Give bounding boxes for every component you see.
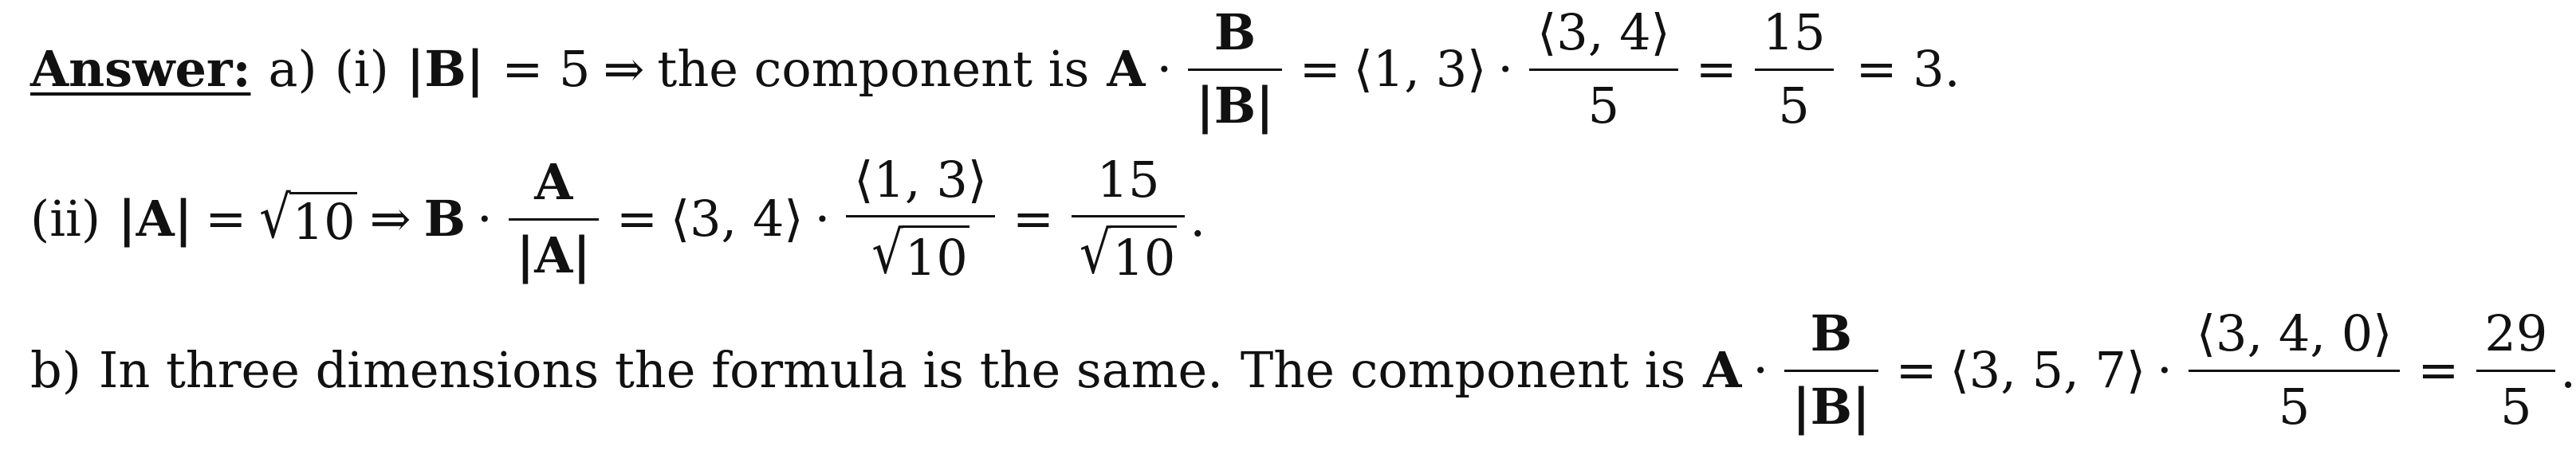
implies-arrow: ⇒ <box>603 40 645 98</box>
fraction-denominator: 5 <box>2278 377 2311 436</box>
equals-sign: = <box>1695 40 1737 98</box>
fraction-denominator: 5 <box>2500 377 2532 436</box>
equals-sign: = <box>1299 40 1341 98</box>
dot-operator: · <box>2157 341 2173 399</box>
vector-a-symbol: A <box>1107 40 1146 98</box>
answer-label: Answer: <box>30 40 251 98</box>
fraction-numerator: B <box>1810 304 1853 363</box>
sqrt-ten <box>1079 218 1177 288</box>
final-period: . <box>1190 190 1206 248</box>
fraction-denominator: |B| <box>1792 377 1870 436</box>
norm-b-lhs: |B| <box>406 40 485 98</box>
vector-a-symbol: A <box>1703 341 1742 399</box>
implies-arrow: ⇒ <box>369 190 411 248</box>
fraction-denominator: 5 <box>1587 76 1620 135</box>
fraction-bar <box>1755 69 1834 71</box>
fraction-bar <box>2189 370 2401 372</box>
fraction-a-value-over-sqrt-ten <box>846 150 995 288</box>
sub-i-label: (i) <box>334 40 389 98</box>
norm-b-rhs: = 5 <box>501 40 591 98</box>
equals-sign: = <box>615 190 658 248</box>
fraction-numerator: ⟨3, 4, 0⟩ <box>2196 304 2393 363</box>
fraction-fifteen-over-sqrt-ten <box>1072 150 1185 288</box>
sqrt-icon: √ <box>871 218 903 288</box>
sqrt-icon: √ <box>259 182 291 252</box>
sqrt-icon: √ <box>1079 218 1111 288</box>
fraction-numerator: ⟨1, 3⟩ <box>854 150 987 209</box>
dot-operator: · <box>1497 40 1514 98</box>
fraction-bar <box>1784 370 1878 372</box>
fraction-numerator: 29 <box>2484 304 2548 363</box>
a-vector-value: ⟨1, 3⟩ <box>1353 40 1487 98</box>
result-i: = 3. <box>1855 40 1961 98</box>
fraction-numerator: 15 <box>1762 3 1826 62</box>
component-text: the component is <box>657 40 1090 98</box>
fraction-denominator: |B| <box>1196 76 1274 135</box>
sqrt-argument: 10 <box>902 225 969 285</box>
part-b-statement: In three dimensions the formula is the same. <box>98 341 1223 399</box>
fraction-denominator <box>863 218 977 288</box>
fraction-result-b <box>2476 304 2555 436</box>
fraction-b-over-norm-b <box>1784 304 1878 436</box>
sub-ii-label: (ii) <box>30 190 101 248</box>
answer-line-a-i <box>30 2 1960 137</box>
norm-a-lhs: |A| <box>118 190 193 248</box>
sqrt-argument: 10 <box>1109 225 1177 285</box>
fraction-b3d-over-five <box>2189 304 2401 436</box>
a-3d-vector-value: ⟨3, 5, 7⟩ <box>1949 341 2146 399</box>
fraction-numerator: B <box>1213 3 1257 62</box>
equals-sign: = <box>2417 341 2460 399</box>
fraction-denominator <box>1072 218 1185 288</box>
answer-line-a-ii <box>30 151 1205 287</box>
dot-operator: · <box>1752 341 1769 399</box>
equals-sign: = <box>1012 190 1054 248</box>
part-b-component-text: The component is <box>1240 341 1686 399</box>
fraction-bar <box>1529 69 1678 71</box>
sqrt-ten <box>259 182 356 252</box>
dot-operator: · <box>477 190 493 248</box>
fraction-bar <box>1072 215 1185 217</box>
fraction-denominator: |A| <box>516 225 591 284</box>
answer-line-b <box>30 303 2576 438</box>
fraction-numerator: A <box>534 153 573 212</box>
fraction-bar <box>509 218 599 221</box>
part-b-label: b) <box>30 341 81 399</box>
equals-sign: = <box>205 190 247 248</box>
equals-sign: = <box>1895 341 1937 399</box>
b-vector-value: ⟨3, 4⟩ <box>670 190 804 248</box>
dot-operator: · <box>814 190 831 248</box>
vector-b-symbol: B <box>423 190 466 248</box>
fraction-a-over-norm-a <box>509 155 599 282</box>
fraction-bar <box>846 215 995 217</box>
fraction-numerator: 15 <box>1096 150 1160 209</box>
fraction-bar <box>1188 69 1282 71</box>
fraction-denominator: 5 <box>1778 76 1810 135</box>
fraction-fifteen-over-five <box>1755 3 1834 135</box>
fraction-numerator: ⟨3, 4⟩ <box>1537 3 1670 62</box>
fraction-bar <box>2476 370 2555 372</box>
dot-operator: · <box>1156 40 1173 98</box>
final-period: . <box>2560 341 2576 399</box>
part-a-label: a) <box>268 40 317 98</box>
sqrt-ten <box>871 218 969 288</box>
fraction-b-value-over-five <box>1529 3 1678 135</box>
fraction-b-over-norm-b <box>1188 3 1282 135</box>
sqrt-argument: 10 <box>289 192 357 247</box>
